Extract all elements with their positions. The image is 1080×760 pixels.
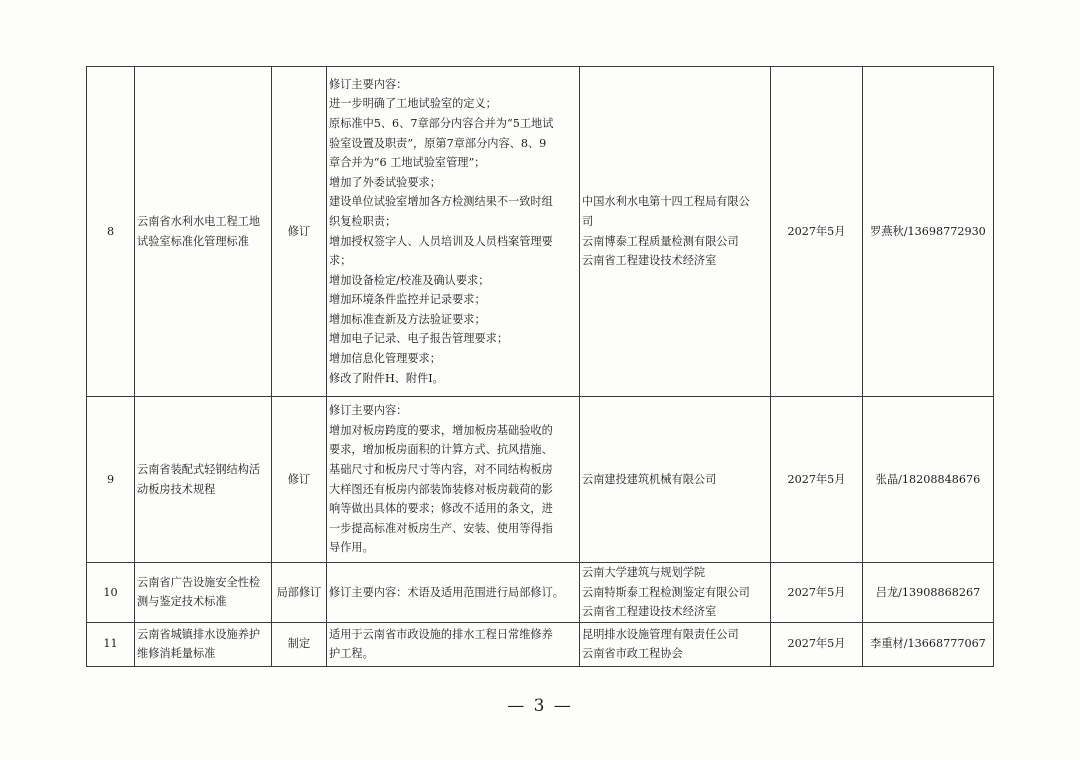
content-line: 验室设置及职责”，原第7章部分内容、8、9 [329, 136, 547, 150]
serial-number-cell [87, 67, 135, 397]
serial-number-cell [87, 397, 135, 563]
contact: 罗燕秋/13698772930 [870, 224, 986, 238]
content-line: 原标准中5、6、7章部分内容合并为“5工地试 [329, 116, 554, 130]
serial-number-cell [87, 622, 135, 666]
standard-name: 云南省装配式轻钢结构活动板房技术规程 [137, 462, 261, 496]
revision-content-cell [327, 563, 580, 623]
completion-date: 2027年5月 [787, 585, 846, 599]
content-line: 响等做出具体的要求；修改不适用的条文，进 [329, 502, 553, 516]
contact-cell [863, 563, 994, 623]
content-line: 增加设备检定/校准及确认要求； [329, 273, 490, 287]
completion-date-cell [771, 622, 863, 666]
standard-name: 云南省水利水电工程工地试验室标准化管理标准 [137, 214, 261, 248]
content-line: 修订主要内容： [329, 404, 408, 418]
content-line: 织复检职责； [329, 214, 397, 228]
content-line: 增加了外委试验要求； [329, 175, 441, 189]
drafting-unit: 司 [582, 214, 594, 228]
revision-content-cell [327, 622, 580, 666]
content-line: 适用于云南省市政设施的排水工程日常维修养 [329, 627, 553, 641]
page-number: — 3 — [507, 696, 573, 716]
content-line: 增加标准查新及方法验证要求； [329, 312, 486, 326]
content-line: 一步提高标准对板房生产、安装、使用等得指 [329, 521, 553, 535]
drafting-unit: 云南建投建筑机械有限公司 [582, 472, 717, 486]
contact-cell [863, 67, 994, 397]
revision-type: 修订 [287, 224, 311, 238]
table-row [87, 563, 994, 623]
completion-date-cell [771, 563, 863, 623]
standards-table [86, 66, 994, 667]
content-line: 求； [329, 254, 352, 268]
content-line: 修订主要内容： [329, 77, 408, 91]
revision-type: 制定 [287, 637, 311, 651]
drafting-unit: 云南博泰工程质量检测有限公司 [582, 234, 739, 248]
revision-type-cell [272, 622, 327, 666]
revision-type: 局部修订 [276, 585, 322, 599]
drafting-units-cell [580, 67, 771, 397]
content-line: 章合并为“6 工地试验室管理”； [329, 156, 486, 170]
table-row [87, 397, 994, 563]
table-row [87, 67, 994, 397]
table-body [87, 67, 994, 667]
completion-date-cell [771, 397, 863, 563]
drafting-unit: 昆明排水设施管理有限责任公司 [582, 627, 739, 641]
serial-number: 10 [103, 585, 118, 599]
serial-number: 11 [103, 637, 118, 651]
content-line: 增加授权签字人、人员培训及人员档案管理要 [329, 234, 553, 248]
revision-type: 修订 [287, 472, 311, 486]
completion-date: 2027年5月 [787, 472, 846, 486]
revision-type-cell [272, 563, 327, 623]
content-line: 增加环境条件监控并记录要求； [329, 293, 486, 307]
standard-name: 云南省城镇排水设施养护维修消耗量标准 [137, 627, 261, 661]
revision-content-cell [327, 67, 580, 397]
content-line: 增加信息化管理要求； [329, 352, 441, 366]
content-line: 护工程。 [329, 647, 374, 661]
drafting-units-cell [580, 622, 771, 666]
content-line: 增加对板房跨度的要求，增加板房基础验收的 [329, 423, 553, 437]
content-line: 基础尺寸和板房尺寸等内容，对不同结构板房 [329, 462, 553, 476]
content-line: 进一步明确了工地试验室的定义； [329, 97, 497, 111]
standard-name-cell [135, 397, 272, 563]
content-line: 修订主要内容：术语及适用范围进行局部修订。 [329, 585, 564, 599]
completion-date-cell [771, 67, 863, 397]
content-line: 要求，增加板房面积的计算方式、抗风措施、 [329, 443, 553, 457]
completion-date: 2027年5月 [787, 637, 846, 651]
serial-number-cell [87, 563, 135, 623]
drafting-unit: 云南省市政工程协会 [582, 647, 683, 661]
contact-cell [863, 622, 994, 666]
contact: 李重材/13668777067 [870, 637, 986, 651]
content-line: 增加电子记录、电子报告管理要求； [329, 332, 509, 346]
content-line: 修改了附件H、附件I。 [329, 371, 444, 385]
content-line: 导作用。 [329, 541, 374, 555]
serial-number: 9 [106, 472, 115, 486]
contact: 张晶/18208848676 [875, 472, 981, 486]
drafting-unit: 云南省工程建设技术经济室 [582, 254, 717, 268]
contact-cell [863, 397, 994, 563]
drafting-unit: 中国水利水电第十四工程局有限公 [582, 195, 750, 209]
standard-name-cell [135, 67, 272, 397]
standard-name: 云南省广告设施安全性检测与鉴定技术标准 [137, 575, 261, 609]
content-line: 建设单位试验室增加各方检测结果不一致时组 [329, 195, 553, 209]
table-row [87, 622, 994, 666]
revision-content-cell [327, 397, 580, 563]
revision-type-cell [272, 67, 327, 397]
content-line: 大样图还有板房内部装饰装修对板房载荷的影 [329, 482, 553, 496]
drafting-units-cell [580, 397, 771, 563]
contact: 吕龙/13908868267 [875, 585, 981, 599]
drafting-units-cell [580, 563, 771, 623]
serial-number: 8 [106, 224, 115, 238]
drafting-unit: 云南大学建筑与规划学院 [582, 566, 706, 579]
revision-type-cell [272, 397, 327, 563]
completion-date: 2027年5月 [787, 224, 846, 238]
standard-name-cell [135, 563, 272, 623]
drafting-unit: 云南特斯泰工程检测鉴定有限公司 [582, 585, 750, 599]
drafting-unit: 云南省工程建设技术经济室 [582, 605, 717, 619]
standard-name-cell [135, 622, 272, 666]
